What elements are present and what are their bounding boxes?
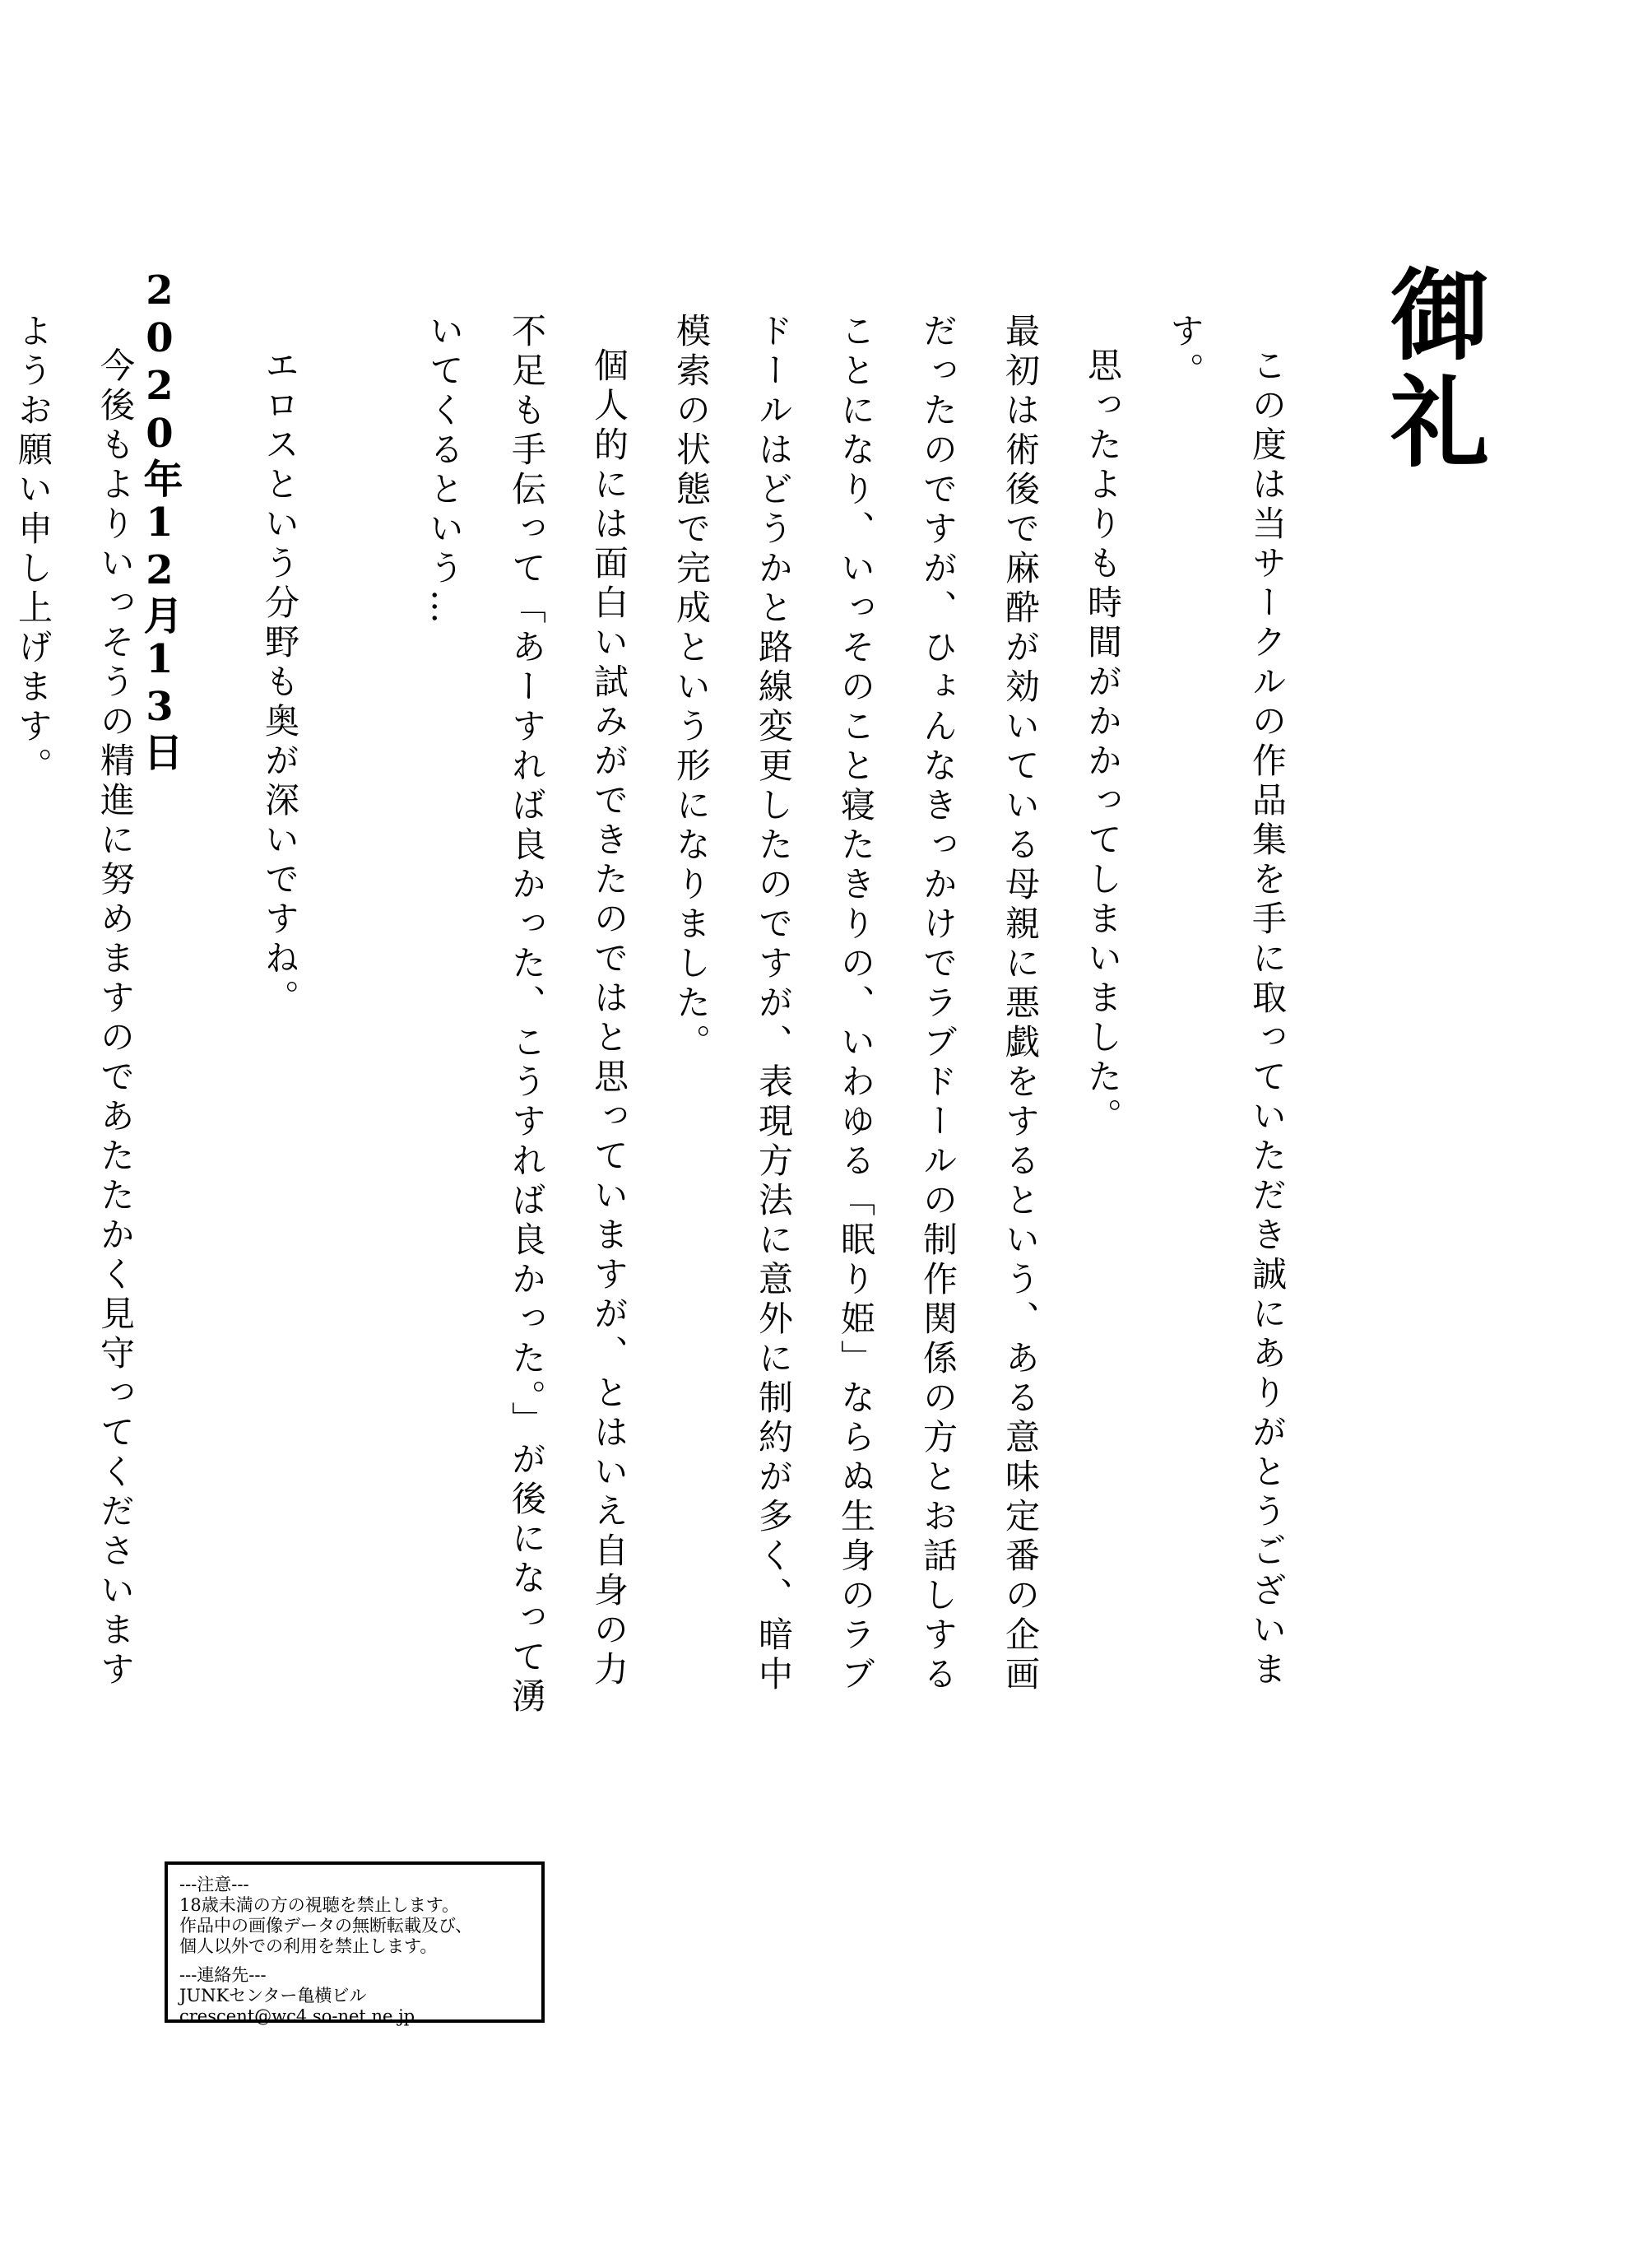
notice-header: ---注意--- [179,1875,249,1894]
notice-line-reprint: 作品中の画像データの無断転載及び、 [179,1916,473,1936]
notice-line-age: 18歳未満の方の視聴を禁止します。 [179,1895,460,1915]
notice-box [165,1861,545,2026]
paragraph-thanks: この度は当サークルの作品集を手に取っていただき誠にありがとうございます。 [1165,313,1288,1690]
notice-spacer [179,1957,530,1965]
paragraph-reflection: 個人的には面白い試みができたのではと思っていますが、とはいえ自身の力不足も手伝って「あーすれば良かった、こうすれば良かった。」が後になって湧いてくるという… [425,313,629,1717]
paragraph-time: 思ったよりも時間がかかってしまいました。 [1083,347,1123,1137]
date: 2020年12月13日 [137,267,183,773]
contact-email: crescent@wc4.so-net.ne.jp [179,2006,415,2026]
afterword-body [0,313,1308,1728]
contact-name: JUNKセンター亀横ビル [179,1986,367,2005]
paragraph-story: 最初は術後で麻酔が効いている母親に悪戯をするという、ある意味定番の企画だったのですが、ひょんなきっかけでラブドールの制作関係の方とお話しすることになり、いっそのこと寝たきりの、いわゆる「眠り姫」ならぬ生身のラブドールはどうかと路線変更したのですが、表現方法に意外に制約が多く、暗中模索の状態で完成という形になりました。 [671,313,1041,1695]
paragraph-closing: 今後もよりいっそうの精進に努めますのであたたかく見守ってくださいますようお願い申し上げます。 [13,313,136,1690]
paragraph-eros: エロスという分野も奥が深いですね。 [260,347,300,1019]
contact-header: ---連絡先--- [179,1965,267,1985]
notice-line-usage: 個人以外での利用を禁止します。 [179,1936,438,1956]
page-title: 御礼 [1374,263,1490,477]
